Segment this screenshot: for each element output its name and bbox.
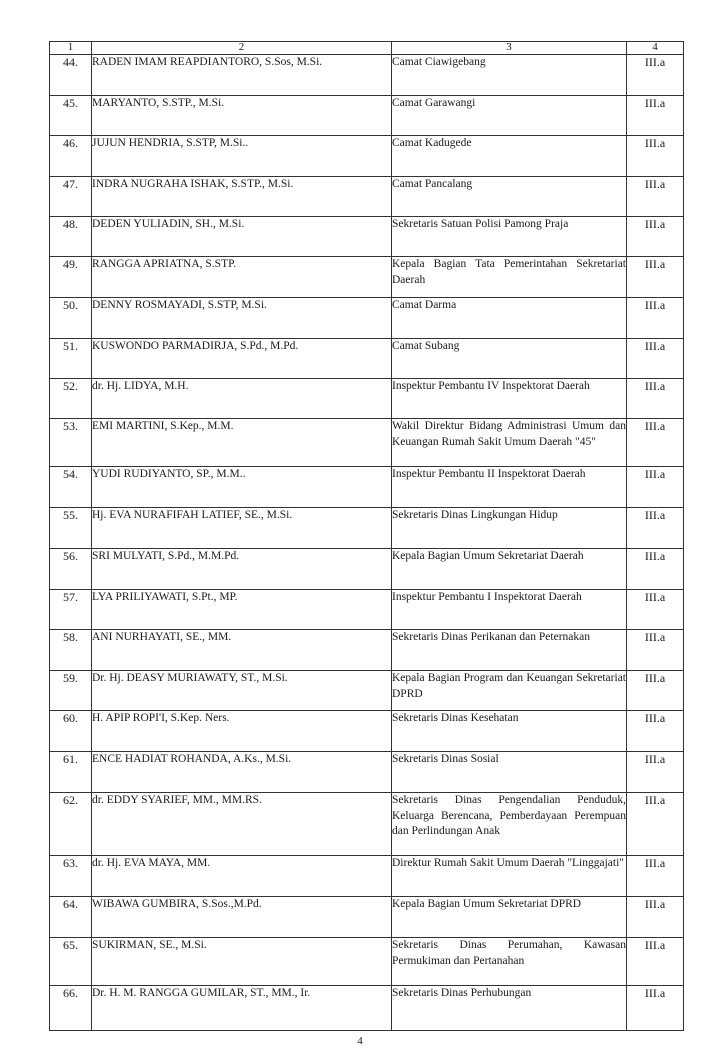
position-title: Inspektur Pembantu II Inspektorat Daerah xyxy=(392,467,627,508)
table-row xyxy=(50,938,684,986)
header-col-4: 4 xyxy=(627,42,684,55)
official-name: KUSWONDO PARMADIRJA, S.Pd., M.Pd. xyxy=(92,339,392,379)
row-number: 52. xyxy=(50,379,92,419)
position-title: Sekretaris Dinas Lingkungan Hidup xyxy=(392,508,627,549)
row-number: 58. xyxy=(50,630,92,671)
position-title: Wakil Direktur Bidang Administrasi Umum dan Keuangan Rumah Sakit Umum Daerah "45" xyxy=(392,419,627,467)
grade: III.a xyxy=(627,298,684,339)
position-title: Sekretaris Dinas Kesehatan xyxy=(392,711,627,752)
position-title: Camat Garawangi xyxy=(392,96,627,136)
official-name: Dr. H. M. RANGGA GUMILAR, ST., MM., Ir. xyxy=(92,986,392,1031)
table-row xyxy=(50,590,684,630)
official-name: LYA PRILIYAWATI, S.Pt., MP. xyxy=(92,590,392,630)
table-row xyxy=(50,55,684,96)
position-title: Kepala Bagian Tata Pemerintahan Sekretariat Daerah xyxy=(392,257,627,298)
position-title: Sekretaris Dinas Perhubungan xyxy=(392,986,627,1031)
table-row xyxy=(50,379,684,419)
grade: III.a xyxy=(627,793,684,856)
row-number: 54. xyxy=(50,467,92,508)
grade: III.a xyxy=(627,55,684,96)
table-row xyxy=(50,793,684,856)
table-row xyxy=(50,257,684,298)
grade: III.a xyxy=(627,379,684,419)
row-number: 56. xyxy=(50,549,92,590)
official-name: WIBAWA GUMBIRA, S.Sos.,M.Pd. xyxy=(92,897,392,938)
row-number: 49. xyxy=(50,257,92,298)
grade: III.a xyxy=(627,630,684,671)
table-row xyxy=(50,136,684,177)
official-name: INDRA NUGRAHA ISHAK, S.STP., M.Si. xyxy=(92,177,392,217)
grade: III.a xyxy=(627,590,684,630)
official-name: RADEN IMAM REAPDIANTORO, S.Sos, M.Si. xyxy=(92,55,392,96)
header-col-2: 2 xyxy=(92,42,392,55)
official-name: EMI MARTINI, S.Kep., M.M. xyxy=(92,419,392,467)
grade: III.a xyxy=(627,897,684,938)
row-number: 63. xyxy=(50,856,92,897)
grade: III.a xyxy=(627,419,684,467)
table-row xyxy=(50,339,684,379)
row-number: 50. xyxy=(50,298,92,339)
position-title: Camat Pancalang xyxy=(392,177,627,217)
table-row xyxy=(50,897,684,938)
table-row xyxy=(50,752,684,793)
position-title: Sekretaris Dinas Perumahan, Kawasan Permukiman dan Pertanahan xyxy=(392,938,627,986)
official-name: ENCE HADIAT ROHANDA, A.Ks., M.Si. xyxy=(92,752,392,793)
table-row xyxy=(50,856,684,897)
official-name: H. APIP ROPI'I, S.Kep. Ners. xyxy=(92,711,392,752)
grade: III.a xyxy=(627,856,684,897)
row-number: 61. xyxy=(50,752,92,793)
official-name: Hj. EVA NURAFIFAH LATIEF, SE., M.Si. xyxy=(92,508,392,549)
grade: III.a xyxy=(627,986,684,1031)
table-row xyxy=(50,96,684,136)
table-row xyxy=(50,467,684,508)
row-number: 55. xyxy=(50,508,92,549)
table-row xyxy=(50,419,684,467)
position-title: Sekretaris Dinas Perikanan dan Peternakan xyxy=(392,630,627,671)
grade: III.a xyxy=(627,711,684,752)
official-name: SRI MULYATI, S.Pd., M.M.Pd. xyxy=(92,549,392,590)
officials-table xyxy=(49,41,684,1031)
row-number: 66. xyxy=(50,986,92,1031)
row-number: 45. xyxy=(50,96,92,136)
official-name: RANGGA APRIATNA, S.STP. xyxy=(92,257,392,298)
grade: III.a xyxy=(627,96,684,136)
table-row xyxy=(50,986,684,1031)
row-number: 62. xyxy=(50,793,92,856)
table-row xyxy=(50,711,684,752)
grade: III.a xyxy=(627,671,684,711)
position-title: Sekretaris Dinas Sosial xyxy=(392,752,627,793)
position-title: Inspektur Pembantu IV Inspektorat Daerah xyxy=(392,379,627,419)
position-title: Kepala Bagian Umum Sekretariat Daerah xyxy=(392,549,627,590)
row-number: 53. xyxy=(50,419,92,467)
grade: III.a xyxy=(627,136,684,177)
position-title: Sekretaris Satuan Polisi Pamong Praja xyxy=(392,217,627,257)
table-row xyxy=(50,217,684,257)
position-title: Camat Kadugede xyxy=(392,136,627,177)
position-title: Sekretaris Dinas Pengendalian Penduduk, Keluarga Berencana, Pemberdayaan Perempuan dan Perlindungan Anak xyxy=(392,793,627,856)
row-number: 60. xyxy=(50,711,92,752)
table-row xyxy=(50,671,684,711)
official-name: dr. Hj. LIDYA, M.H. xyxy=(92,379,392,419)
row-number: 51. xyxy=(50,339,92,379)
grade: III.a xyxy=(627,217,684,257)
row-number: 64. xyxy=(50,897,92,938)
table-row xyxy=(50,630,684,671)
row-number: 48. xyxy=(50,217,92,257)
table-row xyxy=(50,298,684,339)
row-number: 57. xyxy=(50,590,92,630)
grade: III.a xyxy=(627,339,684,379)
table-row xyxy=(50,508,684,549)
grade: III.a xyxy=(627,467,684,508)
header-row xyxy=(50,42,684,55)
row-number: 65. xyxy=(50,938,92,986)
position-title: Direktur Rumah Sakit Umum Daerah "Linggajati" xyxy=(392,856,627,897)
official-name: DENNY ROSMAYADI, S.STP, M.Si. xyxy=(92,298,392,339)
grade: III.a xyxy=(627,938,684,986)
grade: III.a xyxy=(627,257,684,298)
position-title: Camat Subang xyxy=(392,339,627,379)
row-number: 47. xyxy=(50,177,92,217)
position-title: Camat Darma xyxy=(392,298,627,339)
grade: III.a xyxy=(627,177,684,217)
official-name: DEDEN YULIADIN, SH., M.Si. xyxy=(92,217,392,257)
header-col-3: 3 xyxy=(392,42,627,55)
page-number: 4 xyxy=(357,1035,363,1047)
official-name: ANI NURHAYATI, SE., MM. xyxy=(92,630,392,671)
official-name: SUKIRMAN, SE., M.Si. xyxy=(92,938,392,986)
official-name: Dr. Hj. DEASY MURIAWATY, ST., M.Si. xyxy=(92,671,392,711)
header-col-1: 1 xyxy=(50,42,92,55)
official-name: JUJUN HENDRIA, S.STP, M.Si.. xyxy=(92,136,392,177)
position-title: Kepala Bagian Program dan Keuangan Sekretariat DPRD xyxy=(392,671,627,711)
table-row xyxy=(50,549,684,590)
position-title: Kepala Bagian Umum Sekretariat DPRD xyxy=(392,897,627,938)
official-name: YUDI RUDIYANTO, SP., M.M.. xyxy=(92,467,392,508)
position-title: Camat Ciawigebang xyxy=(392,55,627,96)
grade: III.a xyxy=(627,752,684,793)
position-title: Inspektur Pembantu I Inspektorat Daerah xyxy=(392,590,627,630)
table-row xyxy=(50,177,684,217)
row-number: 59. xyxy=(50,671,92,711)
official-name: MARYANTO, S.STP., M.Si. xyxy=(92,96,392,136)
row-number: 46. xyxy=(50,136,92,177)
row-number: 44. xyxy=(50,55,92,96)
grade: III.a xyxy=(627,549,684,590)
grade: III.a xyxy=(627,508,684,549)
official-name: dr. EDDY SYARIEF, MM., MM.RS. xyxy=(92,793,392,856)
official-name: dr. Hj. EVA MAYA, MM. xyxy=(92,856,392,897)
